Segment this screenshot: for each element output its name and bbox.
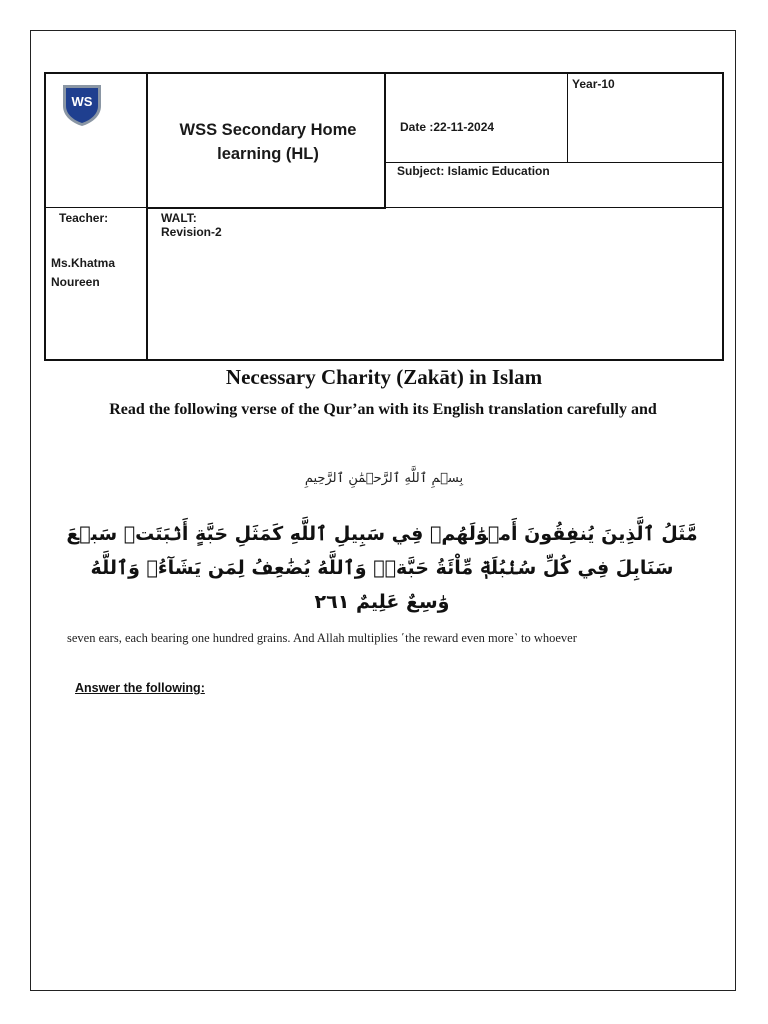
school-logo (60, 82, 104, 128)
teacher-name: Ms.Khatma Noureen (51, 256, 116, 289)
logo-text: WS (71, 94, 93, 109)
basmala: بِسۡمِ ٱللَّهِ ٱلرَّحۡمَٰنِ ٱلرَّحِيمِ (304, 471, 464, 486)
page-heading: Necessary Charity (Zakāt) in Islam (225, 365, 543, 389)
quran-verse: مَّثَلُ ٱلَّذِينَ يُنفِقُونَ أَمۡوَٰلَهُمۡ فِي سَبِيلِ ٱللَّهِ كَمَثَلِ حَبَّةٍ أَنۢبَتَتۡ سَبۡعَ سَنَابِلَ فِي كُلِّ سُنۢبُلَةٖ مِّاْئَةُ حَبَّةٖۗ وَٱللَّهُ يُضَٰعِفُ لِمَن يَشَآءُۚ وَٱللَّهُ وَٰسِعٌ عَلِيمٌ ٢٦١ (66, 523, 698, 613)
table-divider (386, 162, 724, 163)
table-divider (146, 72, 148, 361)
answer-heading: Answer the following: (75, 681, 205, 695)
date-label: Date :22-11-2024 (400, 120, 495, 134)
translation-text: seven ears, each bearing one hundred grains. And Allah multiplies ˹the reward even more˺ to whoever (67, 631, 577, 645)
subject-label: Subject: Islamic Education (397, 164, 550, 178)
year-label: Year-10 (572, 77, 615, 91)
table-divider (44, 207, 724, 208)
table-divider (567, 72, 568, 163)
instruction-text: Read the following verse of the Qur’an with its English translation carefully and (109, 401, 657, 418)
walt-label: WALT: (161, 211, 197, 225)
school-title: WSS Secondary Home learning (HL) (179, 121, 357, 163)
teacher-label: Teacher: (59, 211, 109, 225)
walt-value: Revision-2 (161, 225, 222, 239)
